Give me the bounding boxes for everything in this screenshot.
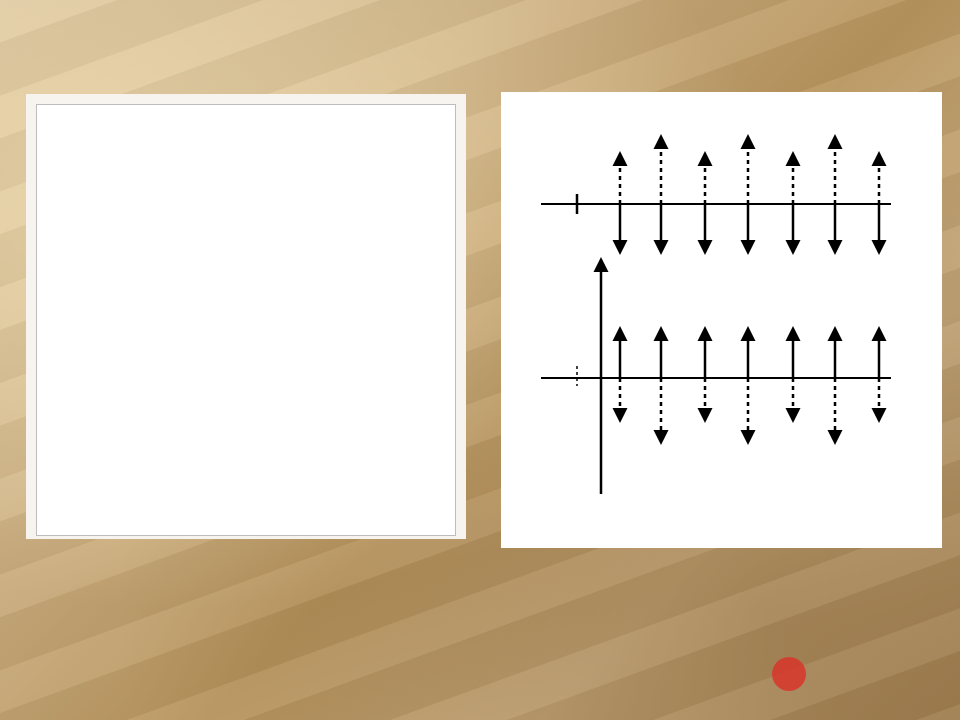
- table-row: [37, 451, 455, 475]
- table-row: [37, 307, 455, 331]
- table-row: [37, 475, 455, 499]
- table-row: [37, 331, 455, 355]
- table-row: [37, 235, 455, 259]
- table-row: [37, 523, 455, 547]
- formula-line: [48, 548, 96, 569]
- table-row: [37, 427, 455, 451]
- myshared-logo[interactable]: [772, 654, 814, 694]
- table-row: [37, 499, 455, 523]
- currency-table-panel: [26, 94, 466, 539]
- table-row: [37, 403, 455, 427]
- table-row: [37, 355, 455, 379]
- table-row: [37, 283, 455, 307]
- table-row: [37, 379, 455, 403]
- cash-flow-diagram: [501, 92, 942, 548]
- table-row: [37, 259, 455, 283]
- table-header-row: [37, 187, 455, 211]
- table-row: [37, 211, 455, 235]
- play-icon: [772, 657, 806, 691]
- currency-table: [36, 104, 456, 536]
- cash-flow-figure: [501, 92, 942, 548]
